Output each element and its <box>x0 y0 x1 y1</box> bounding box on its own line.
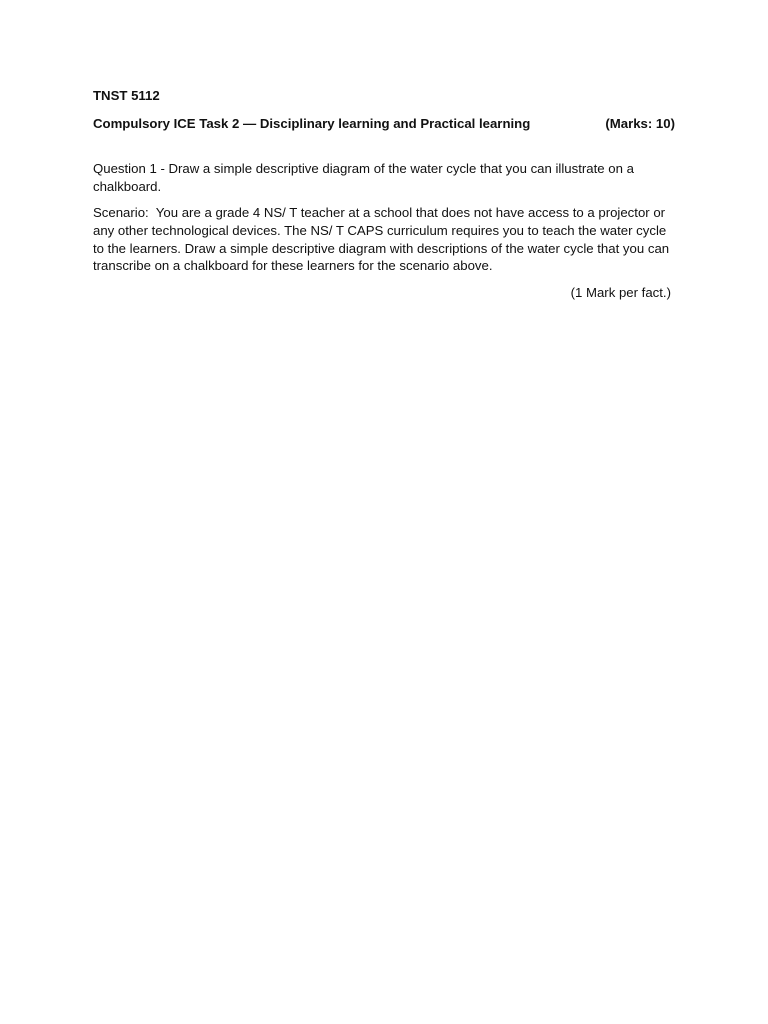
document-body <box>93 87 675 301</box>
course-code: TNST 5112 <box>93 88 160 103</box>
task-title: Compulsory ICE Task 2 — Disciplinary learning and Practical learning <box>93 115 531 131</box>
task-header <box>93 115 675 133</box>
question-text: Question 1 - Draw a simple descriptive diagram of the water cycle that you can illustrate on a chalkboard. <box>93 161 634 194</box>
scenario-text: Scenario: You are a grade 4 NS/ T teacher at a school that does not have access to a projector or any other technological devices. The NS/ T CAPS curriculum requires you to teach the water cycle to the learners. Draw a simple descriptive diagram with descriptions of the water cycle that you can transcribe on a chalkboard for these learners for the scenario above. <box>93 205 673 274</box>
marks-total: (Marks: 10) <box>605 115 675 131</box>
mark-allocation-note: (1 Mark per fact.) <box>570 284 671 300</box>
